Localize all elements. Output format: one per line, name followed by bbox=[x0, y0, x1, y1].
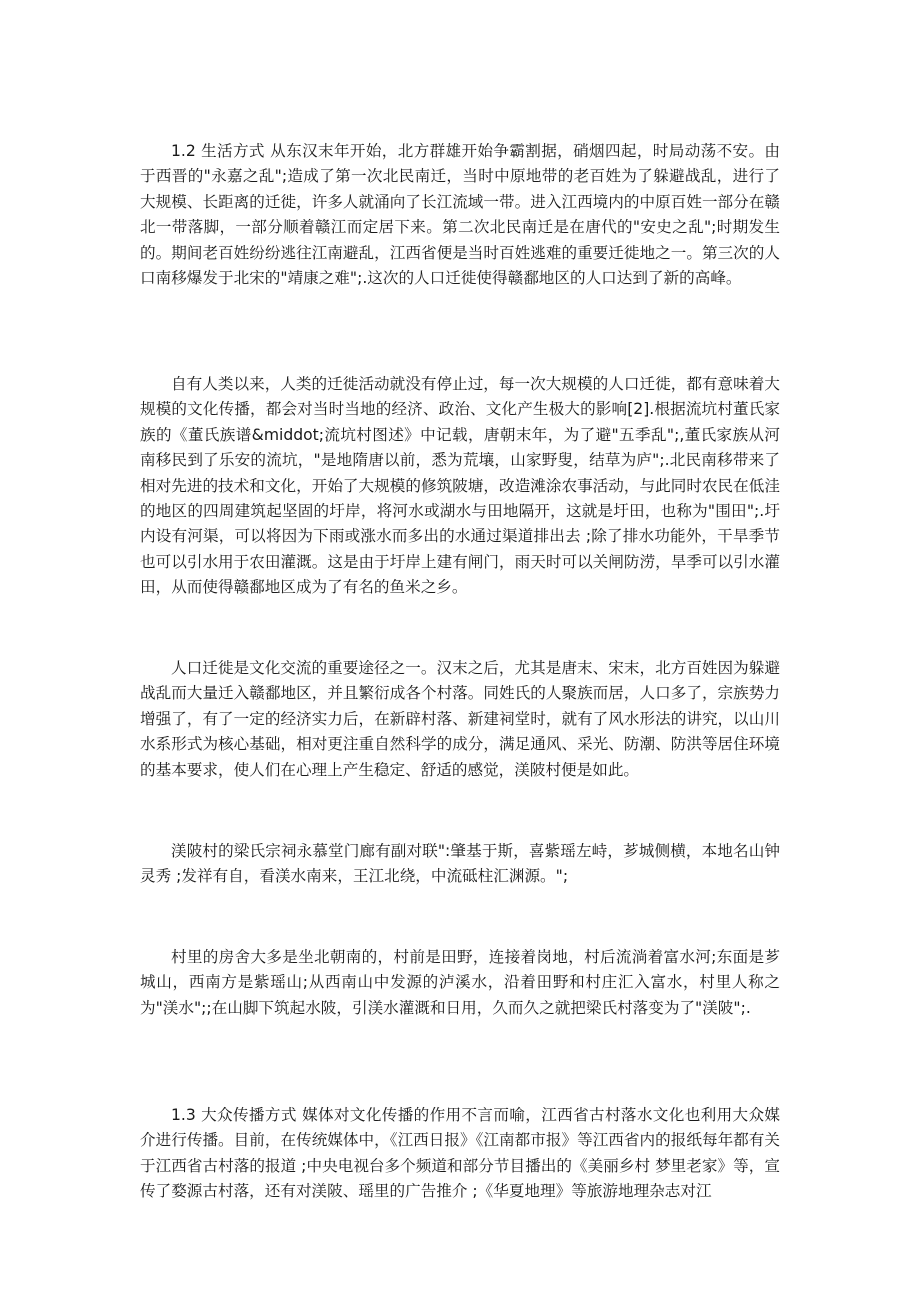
paragraph-migration-culture: 自有人类以来，人类的迁徙活动就没有停止过，每一次大规模的人口迁徙，都有意味着大规模的文化传播，都会对当时当地的经济、政治、文化产生极大的影响[2].根据流坑村董氏家族的《董氏族谱&middot;流坑村图述》中记载，唐朝末年，为了避"五季乱";,董氏家族从河南移民到了乐安的流坑，"是地隋唐以前，悉为荒壤，山家野叟，结草为庐";.北民南移带来了相对先进的技术和文化，开始了大规模的修筑陂塘，改造滩涂农事活动，与此同时农民在低洼的地区的四周建筑起坚固的圩岸，将河水或湖水与田地隔开，这就是圩田，也称为"围田";.圩内设有河渠，可以将因为下雨或涨水而多出的水通过渠道排出去 ;除了排水功能外，干旱季节也可以引水用于农田灌溉。这是由于圩岸上建有闸门，雨天时可以关闸防涝，旱季可以引水灌田，从而使得赣鄱地区成为了有名的鱼米之乡。 bbox=[140, 375, 780, 597]
paragraph-village-layout: 村里的房舍大多是坐北朝南的，村前是田野，连接着岗地，村后流淌着富水河;东面是芗城山，西南方是紫瑶山;从西南山中发源的泸溪水，沿着田野和村庄汇入富水，村里人称之为"渼水";;在山脚下筑起水陂，引渼水灌溉和日用，久而久之就把梁氏村落变为了"渼陂";. bbox=[140, 948, 780, 1017]
paragraph-mass-media: 1.3 大众传播方式 媒体对文化传播的作用不言而喻，江西省古村落水文化也利用大众媒介进行传播。目前，在传统媒体中，《江西日报》《江南都市报》等江西省内的报纸每年都有关于江西省古村落的报道 ;中央电视台多个频道和部分节目播出的《美丽乡村 梦里老家》等，宣传了婺源古村落，还有对渼陂、瑶里的广告推介 ;《华夏地理》等旅游地理杂志对江 bbox=[140, 1106, 780, 1201]
paragraph-couplet: 渼陂村的梁氏宗祠永慕堂门廊有副对联":肇基于斯，喜紫瑶左峙，芗城侧横，本地名山钟灵秀 ;发祥有自，看渼水南来，王江北绕，中流砥柱汇渊源。"; bbox=[140, 842, 780, 886]
paragraph-cultural-exchange: 人口迁徙是文化交流的重要途径之一。汉末之后，尤其是唐末、宋末，北方百姓因为躲避战乱而大量迁入赣鄱地区，并且繁衍成各个村落。同姓氏的人聚族而居，人口多了，宗族势力增强了，有了一定的经济实力后，在新辟村落、新建祠堂时，就有了风水形法的讲究，以山川水系形式为核心基础，相对更注重自然科学的成分，满足通风、采光、防潮、防洪等居住环境的基本要求，使人们在心理上产生稳定、舒适的感觉，渼陂村便是如此。 bbox=[140, 659, 780, 779]
paragraph-lifestyle-migration: 1.2 生活方式 从东汉末年开始，北方群雄开始争霸割据，硝烟四起，时局动荡不安。由于西晋的"永嘉之乱";造成了第一次北民南迁，当时中原地带的老百姓为了躲避战乱，进行了大规模、长距离的迁徙，许多人就涌向了长江流域一带。进入江西境内的中原百姓一部分在赣北一带落脚，一部分顺着赣江而定居下来。第二次北民南迁是在唐代的"安史之乱";时期发生的。期间老百姓纷纷逃往江南避乱，江西省便是当时百姓逃难的重要迁徙地之一。第三次的人口南移爆发于北宋的"靖康之难";.这次的人口迁徙使得赣鄱地区的人口达到了新的高峰。 bbox=[140, 142, 780, 288]
